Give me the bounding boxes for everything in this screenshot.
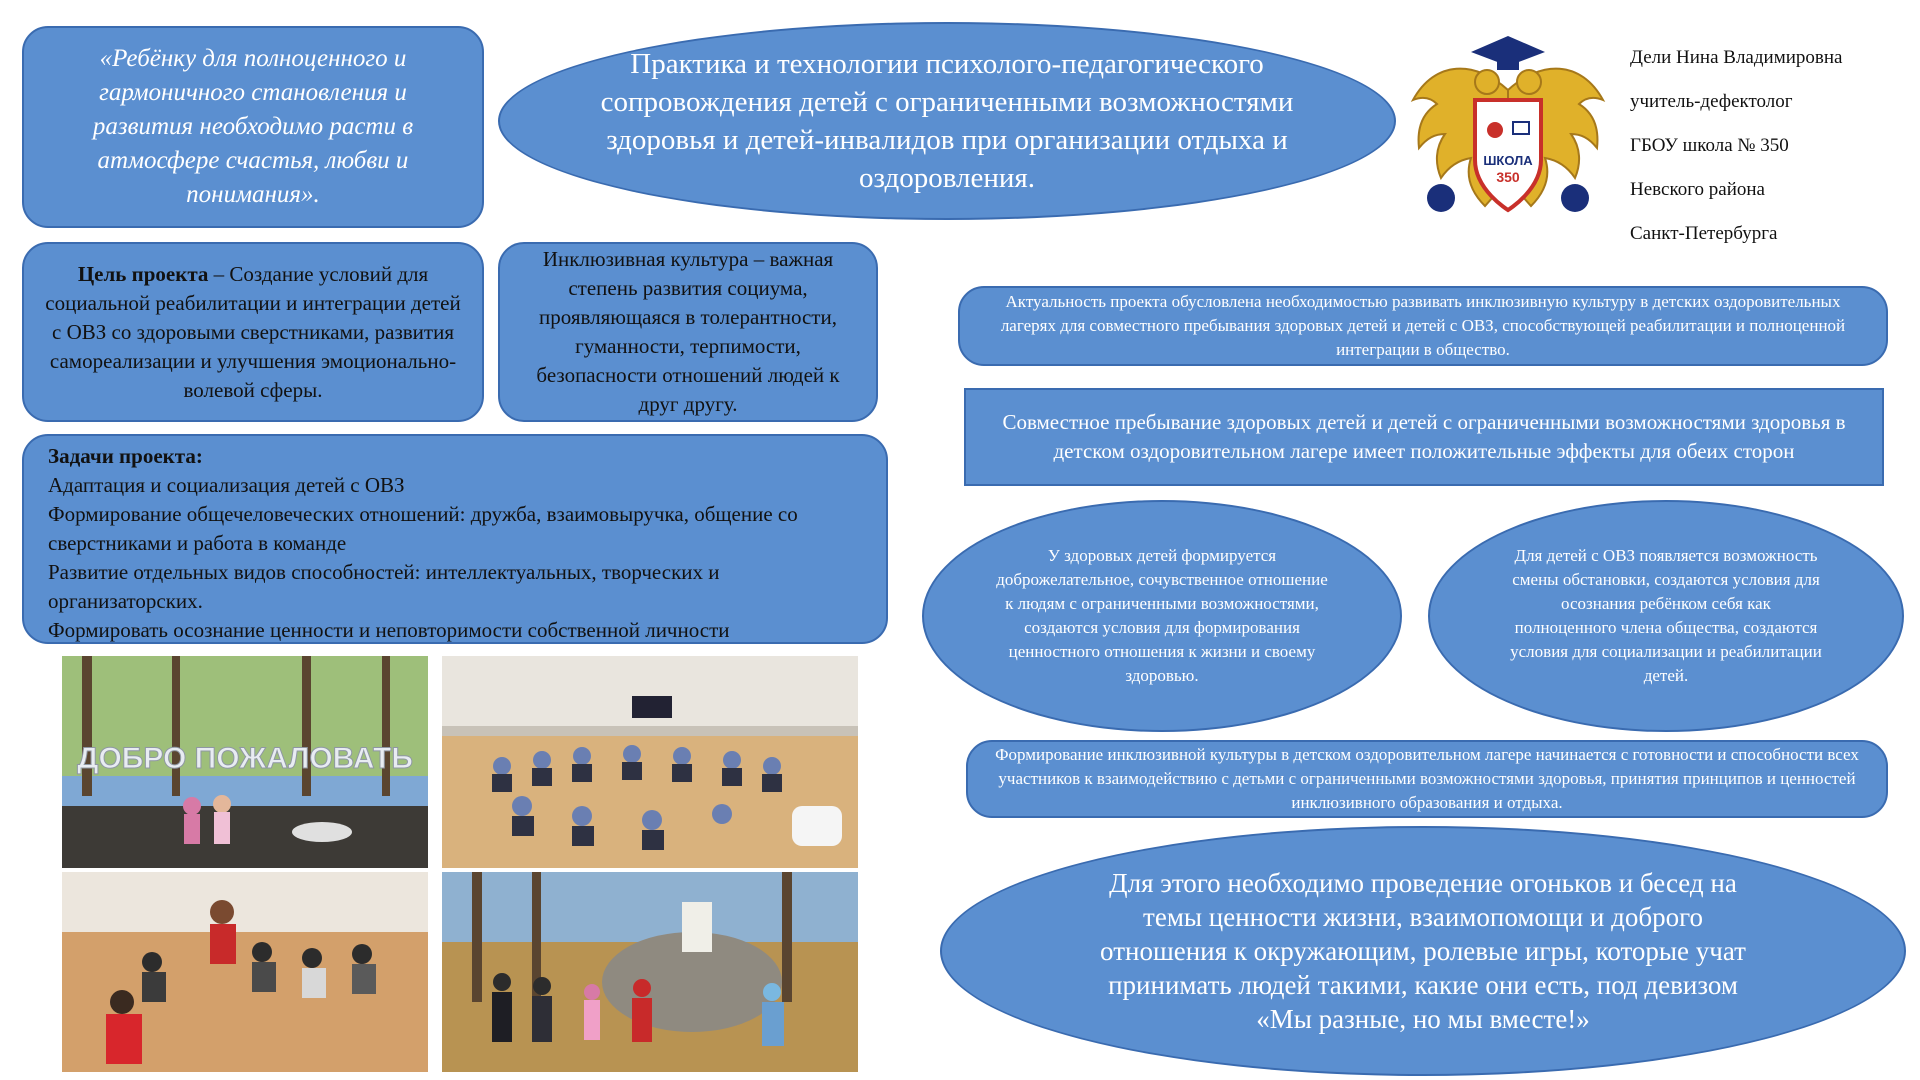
inclusive-formation-text: Формирование инклюзивной культуры в детском оздоровительном лагере начинается с готовности и способности всех участников к взаимодействию с детьми с ограниченными возможностями здоровья, принятия принципов и ценностей инклюзивного образования и отдыха. [995, 745, 1859, 812]
project-tasks-label: Задачи проекта: [48, 444, 203, 468]
ovz-children-ellipse [1428, 500, 1904, 732]
author-school: ГБОУ школа № 350 [1630, 135, 1789, 156]
inclusive-formation-box [966, 740, 1888, 818]
final-motto-ellipse [940, 826, 1906, 1076]
welcome-sign-photo [62, 656, 428, 868]
joint-stay-box [964, 388, 1884, 486]
healthy-children-text: У здоровых детей формируется доброжелательное, сочувственное отношение к людям с ограниченными возможностями, создаются условия для формирования ценностного отношения к жизни и своему здоровью. [996, 546, 1328, 685]
children-forest-monument-photo [442, 872, 858, 1072]
author-info [1630, 36, 1920, 256]
healthy-children-ellipse [922, 500, 1402, 732]
author-city: Санкт-Петербурга [1630, 223, 1778, 244]
project-goal-paragraph [42, 260, 464, 405]
school-emblem [1405, 30, 1611, 232]
children-sitting-floor-photo [62, 872, 428, 1072]
project-tasks-box [22, 434, 888, 644]
epigraph-quote-box [22, 26, 484, 228]
project-task-item: Формирование общечеловеческих отношений: дружба, взаимовыручка, общение со сверстниками и работа в команде [48, 502, 798, 555]
project-relevance-box [958, 286, 1888, 366]
project-task-item: Формировать осознание ценности и неповторимости собственной личности [48, 618, 730, 642]
project-goal-box [22, 242, 484, 422]
epigraph-quote-text: «Ребёнку для полноценного и гармоничного становления и развития необходимо расти в атмосфере счастья, любви и понимания». [92, 45, 414, 208]
author-district: Невского района [1630, 179, 1765, 200]
emblem-school-label: ШКОЛА [1483, 153, 1533, 168]
poster-title: Практика и технологии психолого-педагогического сопровождения детей с ограниченными возможностями здоровья и детей-инвалидов при организации отдыха и оздоровления. [600, 48, 1294, 194]
project-goal-text: – Создание условий для социальной реабилитации и интеграции детей с ОВЗ со здоровыми сверстниками, развития самореализации и улучшения эмоционально-волевой сферы. [45, 261, 461, 402]
inclusive-culture-text: Инклюзивная культура – важная степень развития социума, проявляющаяся в толерантности, гуманности, терпимости, безопасности отношений людей к друг другу. [536, 247, 840, 416]
ovz-children-text: Для детей с ОВЗ появляется возможность смены обстановки, создаются условия для осознания ребёнком себя как полноценного члена общества, создаются условия для социализации и реабилитации детей. [1510, 546, 1822, 685]
project-goal-label: Цель проекта [77, 261, 209, 286]
emblem-school-number: 350 [1496, 169, 1520, 185]
author-name: Дели Нина Владимировна [1630, 47, 1843, 68]
welcome-sign-text: ДОБРО ПОЖАЛОВАТЬ [77, 742, 413, 775]
final-motto-text: Для этого необходимо проведение огоньков и бесед на темы ценности жизни, взаимопомощи и доброго отношения к окружающим, ролевые игры, которые учат принимать людей такими, какие они есть, под девизом «Мы разные, но мы вместе!» [1100, 868, 1746, 1034]
double-headed-eagle-icon [1405, 30, 1611, 232]
project-task-item: Адаптация и социализация детей с ОВЗ [48, 473, 405, 497]
poster-title-ellipse [498, 22, 1396, 220]
author-position: учитель-дефектолог [1630, 91, 1793, 112]
joint-stay-text: Совместное пребывание здоровых детей и детей с ограниченными возможностями здоровья в детском оздоровительном лагере имеет положительные эффекты для обеих сторон [1002, 410, 1846, 463]
project-task-item: Развитие отдельных видов способностей: интеллектуальных, творческих и организаторских. [48, 560, 720, 613]
project-relevance-text: Актуальность проекта обусловлена необходимостью развивать инклюзивную культуру в детских оздоровительных лагерях для совместного пребывания здоровых детей и детей с ОВЗ, способствующей реабилитации и полноценной интеграции в общество. [1000, 292, 1846, 359]
inclusive-culture-box [498, 242, 878, 422]
group-circle-hall-photo [442, 656, 858, 868]
